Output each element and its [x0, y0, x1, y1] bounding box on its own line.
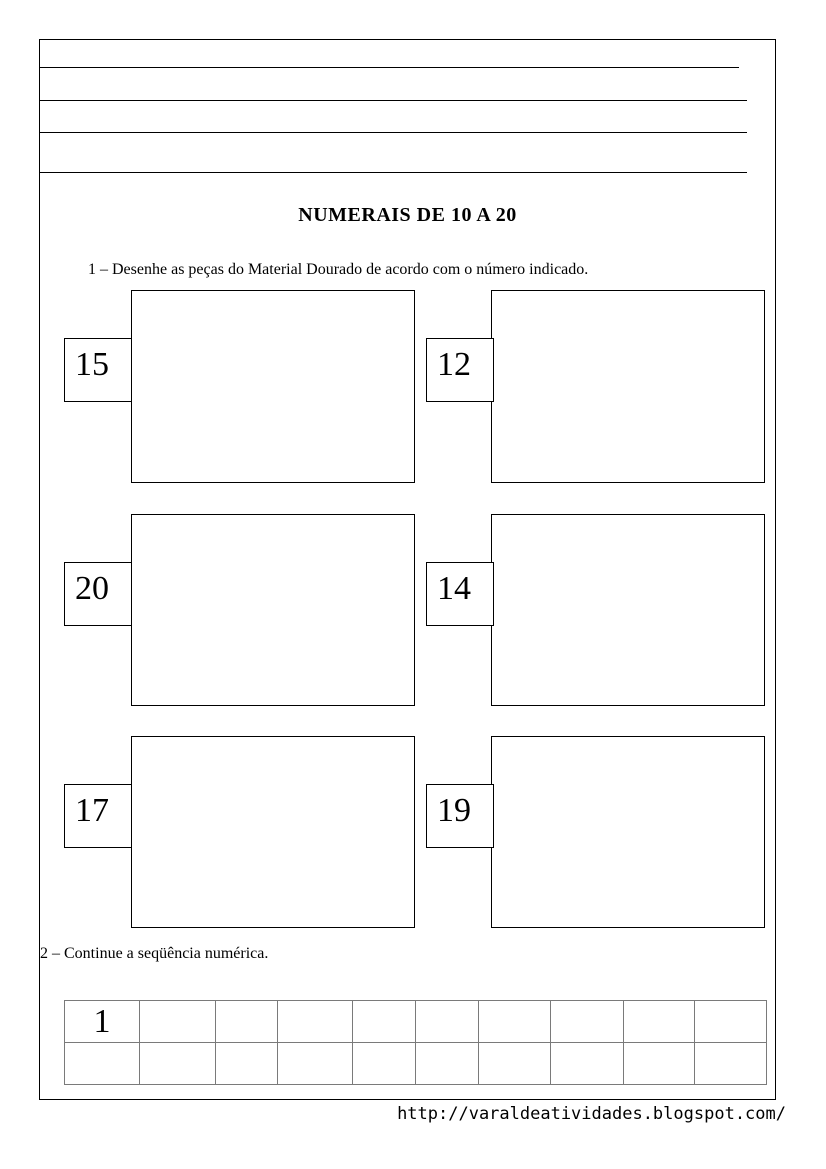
page-title: NUMERAIS DE 10 A 20	[298, 204, 517, 226]
sequence-cell[interactable]	[551, 1043, 624, 1085]
drawing-box[interactable]	[491, 514, 765, 706]
drawing-box[interactable]	[131, 736, 415, 928]
sequence-cell[interactable]	[278, 1043, 353, 1085]
source-url[interactable]: http://varaldeatividades.blogspot.com/	[397, 1104, 786, 1124]
sequence-table	[64, 1000, 767, 1085]
table-row	[65, 1043, 767, 1085]
sequence-cell[interactable]	[140, 1001, 216, 1043]
writing-line	[40, 67, 739, 68]
sequence-cell[interactable]	[65, 1043, 140, 1085]
number-label: 12	[437, 346, 471, 383]
number-label: 19	[437, 792, 471, 829]
exercise-1-instruction: 1 – Desenhe as peças do Material Dourado de acordo com o número indicado.	[88, 261, 589, 278]
number-label: 20	[75, 570, 109, 607]
writing-line	[40, 132, 747, 133]
number-box	[426, 562, 494, 626]
sequence-cell[interactable]	[216, 1043, 278, 1085]
sequence-cell[interactable]	[353, 1043, 416, 1085]
sequence-cell[interactable]	[624, 1001, 695, 1043]
drawing-box[interactable]	[491, 290, 765, 483]
writing-line	[40, 172, 747, 173]
table-row	[65, 1001, 767, 1043]
sequence-cell[interactable]	[353, 1001, 416, 1043]
drawing-box[interactable]	[491, 736, 765, 928]
number-box	[426, 784, 494, 848]
sequence-cell[interactable]: 1	[65, 1001, 140, 1043]
drawing-box[interactable]	[131, 290, 415, 483]
sequence-cell[interactable]	[624, 1043, 695, 1085]
drawing-box[interactable]	[131, 514, 415, 706]
number-box	[64, 338, 132, 402]
number-box	[64, 784, 132, 848]
sequence-cell[interactable]	[278, 1001, 353, 1043]
exercise-2-instruction: 2 – Continue a seqüência numérica.	[40, 945, 269, 962]
sequence-cell[interactable]	[216, 1001, 278, 1043]
sequence-cell[interactable]	[695, 1001, 767, 1043]
number-box	[426, 338, 494, 402]
sequence-cell[interactable]	[479, 1043, 551, 1085]
sequence-cell[interactable]	[479, 1001, 551, 1043]
sequence-cell[interactable]	[416, 1043, 479, 1085]
sequence-cell[interactable]	[695, 1043, 767, 1085]
writing-line	[40, 100, 747, 101]
number-label: 14	[437, 570, 471, 607]
sequence-cell[interactable]	[140, 1043, 216, 1085]
number-label: 17	[75, 792, 109, 829]
sequence-cell[interactable]	[416, 1001, 479, 1043]
sequence-cell[interactable]	[551, 1001, 624, 1043]
number-box	[64, 562, 132, 626]
number-label: 15	[75, 346, 109, 383]
